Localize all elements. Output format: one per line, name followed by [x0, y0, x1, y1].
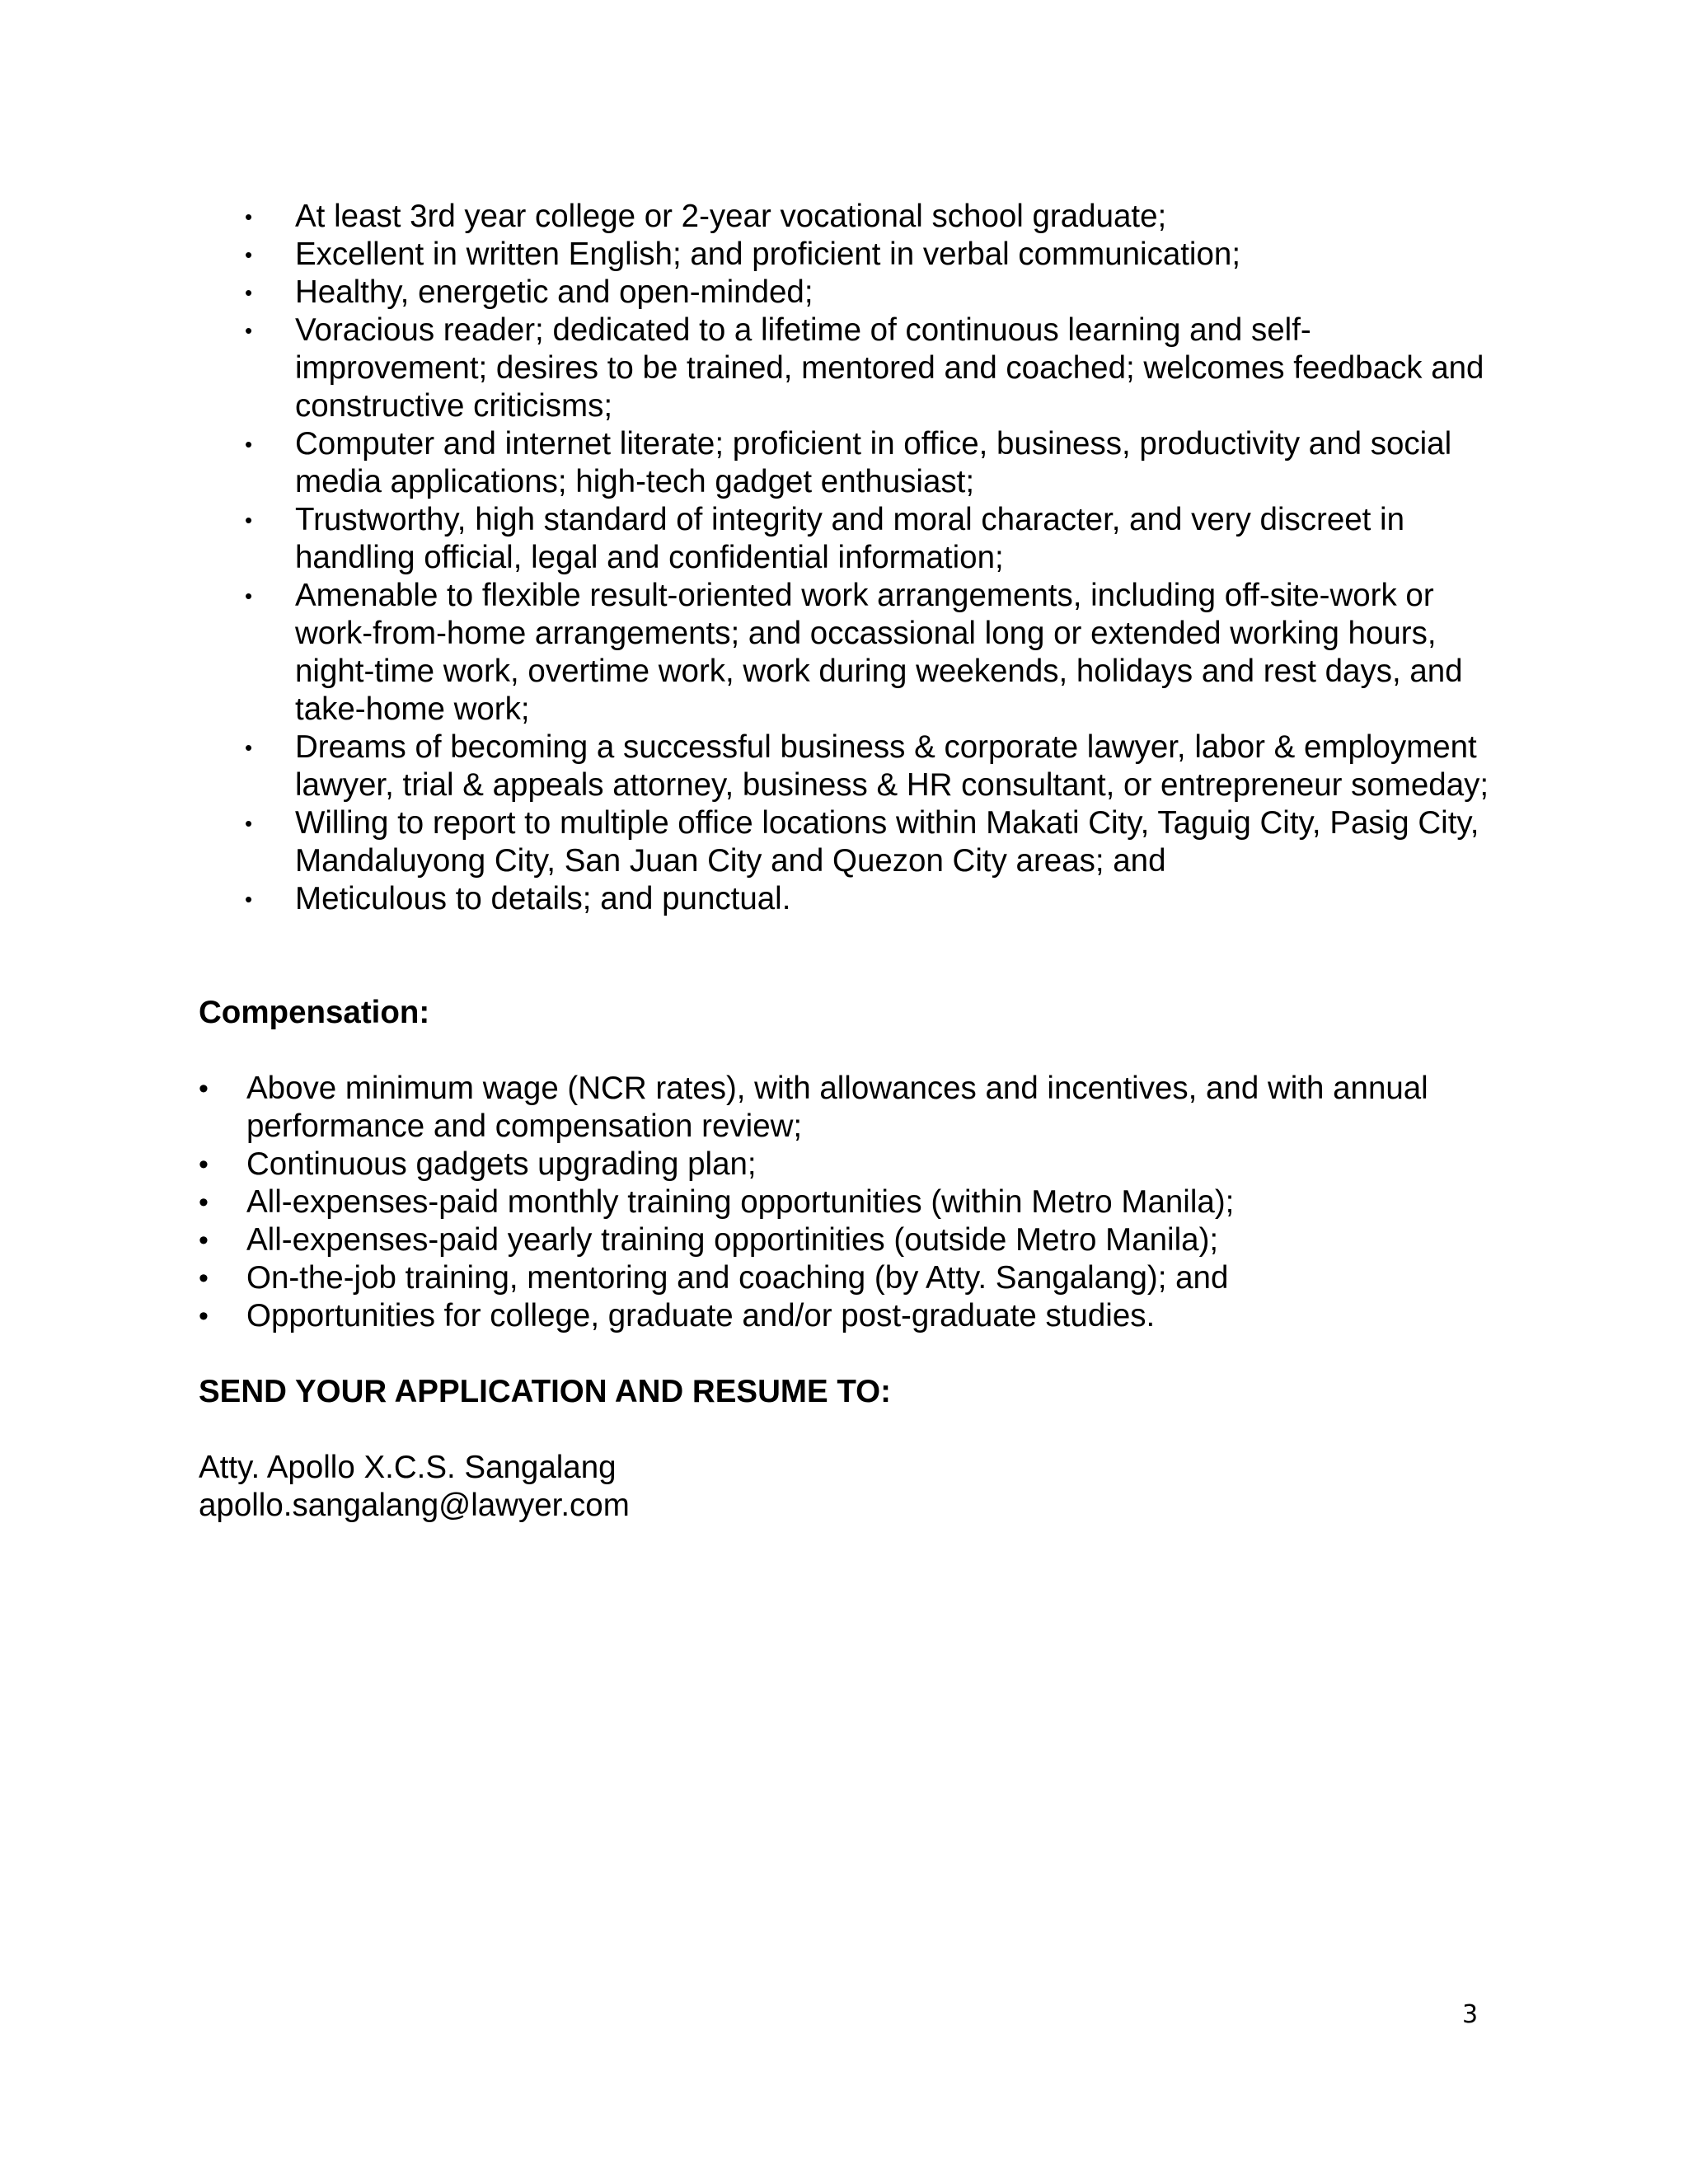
requirement-text: Meticulous to details; and punctual. [295, 881, 791, 916]
contact-block [199, 1449, 630, 1525]
list-item [239, 198, 1492, 236]
list-item [239, 501, 1492, 577]
list-item [239, 312, 1492, 425]
list-item [239, 729, 1492, 804]
bullet-icon: • [245, 280, 253, 305]
application-heading: SEND YOUR APPLICATION AND RESUME TO: [199, 1374, 891, 1409]
list-item [239, 577, 1492, 729]
contact-name: Atty. Apollo X.C.S. Sangalang [199, 1450, 617, 1485]
list-item [239, 804, 1492, 880]
bullet-icon: • [245, 887, 253, 912]
list-item [199, 1221, 1493, 1259]
page-number: 3 [1462, 2000, 1479, 2029]
requirement-text: Computer and internet literate; proficient in office, business, productivity and social media applications; high-tech gadget enthusiast; [295, 426, 1452, 499]
bullet-icon: • [199, 1187, 209, 1218]
requirements-list [239, 198, 1492, 918]
requirement-text: Willing to report to multiple office locations within Makati City, Taguig City, Pasig City, Mandaluyong City, San Juan City and Quezon City areas; and [295, 805, 1479, 879]
list-item [199, 1297, 1493, 1335]
compensation-text: All-expenses-paid monthly training opportunities (within Metro Manila); [246, 1184, 1235, 1220]
requirement-text: Trustworthy, high standard of integrity and moral character, and very discreet in handling official, legal and confidential information; [295, 502, 1404, 575]
contact-email[interactable]: apollo.sangalang@lawyer.com [199, 1488, 630, 1523]
list-item [199, 1146, 1493, 1183]
compensation-text: Continuous gadgets upgrading plan; [246, 1146, 757, 1182]
list-item [239, 425, 1492, 501]
bullet-icon: • [245, 242, 253, 267]
list-item [199, 1259, 1493, 1297]
bullet-icon: • [245, 432, 253, 457]
bullet-icon: • [199, 1149, 209, 1180]
compensation-heading: Compensation: [199, 995, 430, 1030]
requirement-text: Healthy, energetic and open-minded; [295, 274, 814, 310]
bullet-icon: • [199, 1225, 209, 1256]
compensation-list [199, 1070, 1493, 1335]
requirement-text: Amenable to flexible result-oriented work arrangements, including off-site-work or work-from-home arrangements; and occassional long or extended working hours, night-time work, overtime work, work during weekends, holidays and rest days, and take-home work; [295, 578, 1463, 727]
bullet-icon: • [199, 1263, 209, 1294]
list-item [199, 1070, 1493, 1146]
compensation-text: Above minimum wage (NCR rates), with allowances and incentives, and with annual performance and compensation review; [246, 1071, 1428, 1144]
compensation-text: On-the-job training, mentoring and coaching (by Atty. Sangalang); and [246, 1260, 1229, 1296]
bullet-icon: • [245, 508, 253, 532]
requirement-text: Voracious reader; dedicated to a lifetime of continuous learning and self-improvement; desires to be trained, mentored and coached; welcomes feedback and constructive criticisms; [295, 312, 1484, 424]
bullet-icon: • [245, 318, 253, 343]
bullet-icon: • [199, 1073, 209, 1104]
requirement-text: At least 3rd year college or 2-year vocational school graduate; [295, 199, 1167, 234]
bullet-icon: • [245, 204, 253, 229]
list-item [239, 236, 1492, 274]
list-item [239, 880, 1492, 918]
bullet-icon: • [245, 735, 253, 760]
requirement-text: Dreams of becoming a successful business & corporate lawyer, labor & employment lawyer, trial & appeals attorney, business & HR consultant, or entrepreneur someday; [295, 729, 1489, 803]
bullet-icon: • [245, 811, 253, 836]
bullet-icon: • [199, 1301, 209, 1332]
list-item [199, 1183, 1493, 1221]
requirement-text: Excellent in written English; and proficient in verbal communication; [295, 237, 1241, 272]
list-item [239, 274, 1492, 312]
compensation-text: All-expenses-paid yearly training opportinities (outside Metro Manila); [246, 1222, 1219, 1258]
bullet-icon: • [245, 583, 253, 608]
compensation-text: Opportunities for college, graduate and/or post-graduate studies. [246, 1298, 1156, 1333]
